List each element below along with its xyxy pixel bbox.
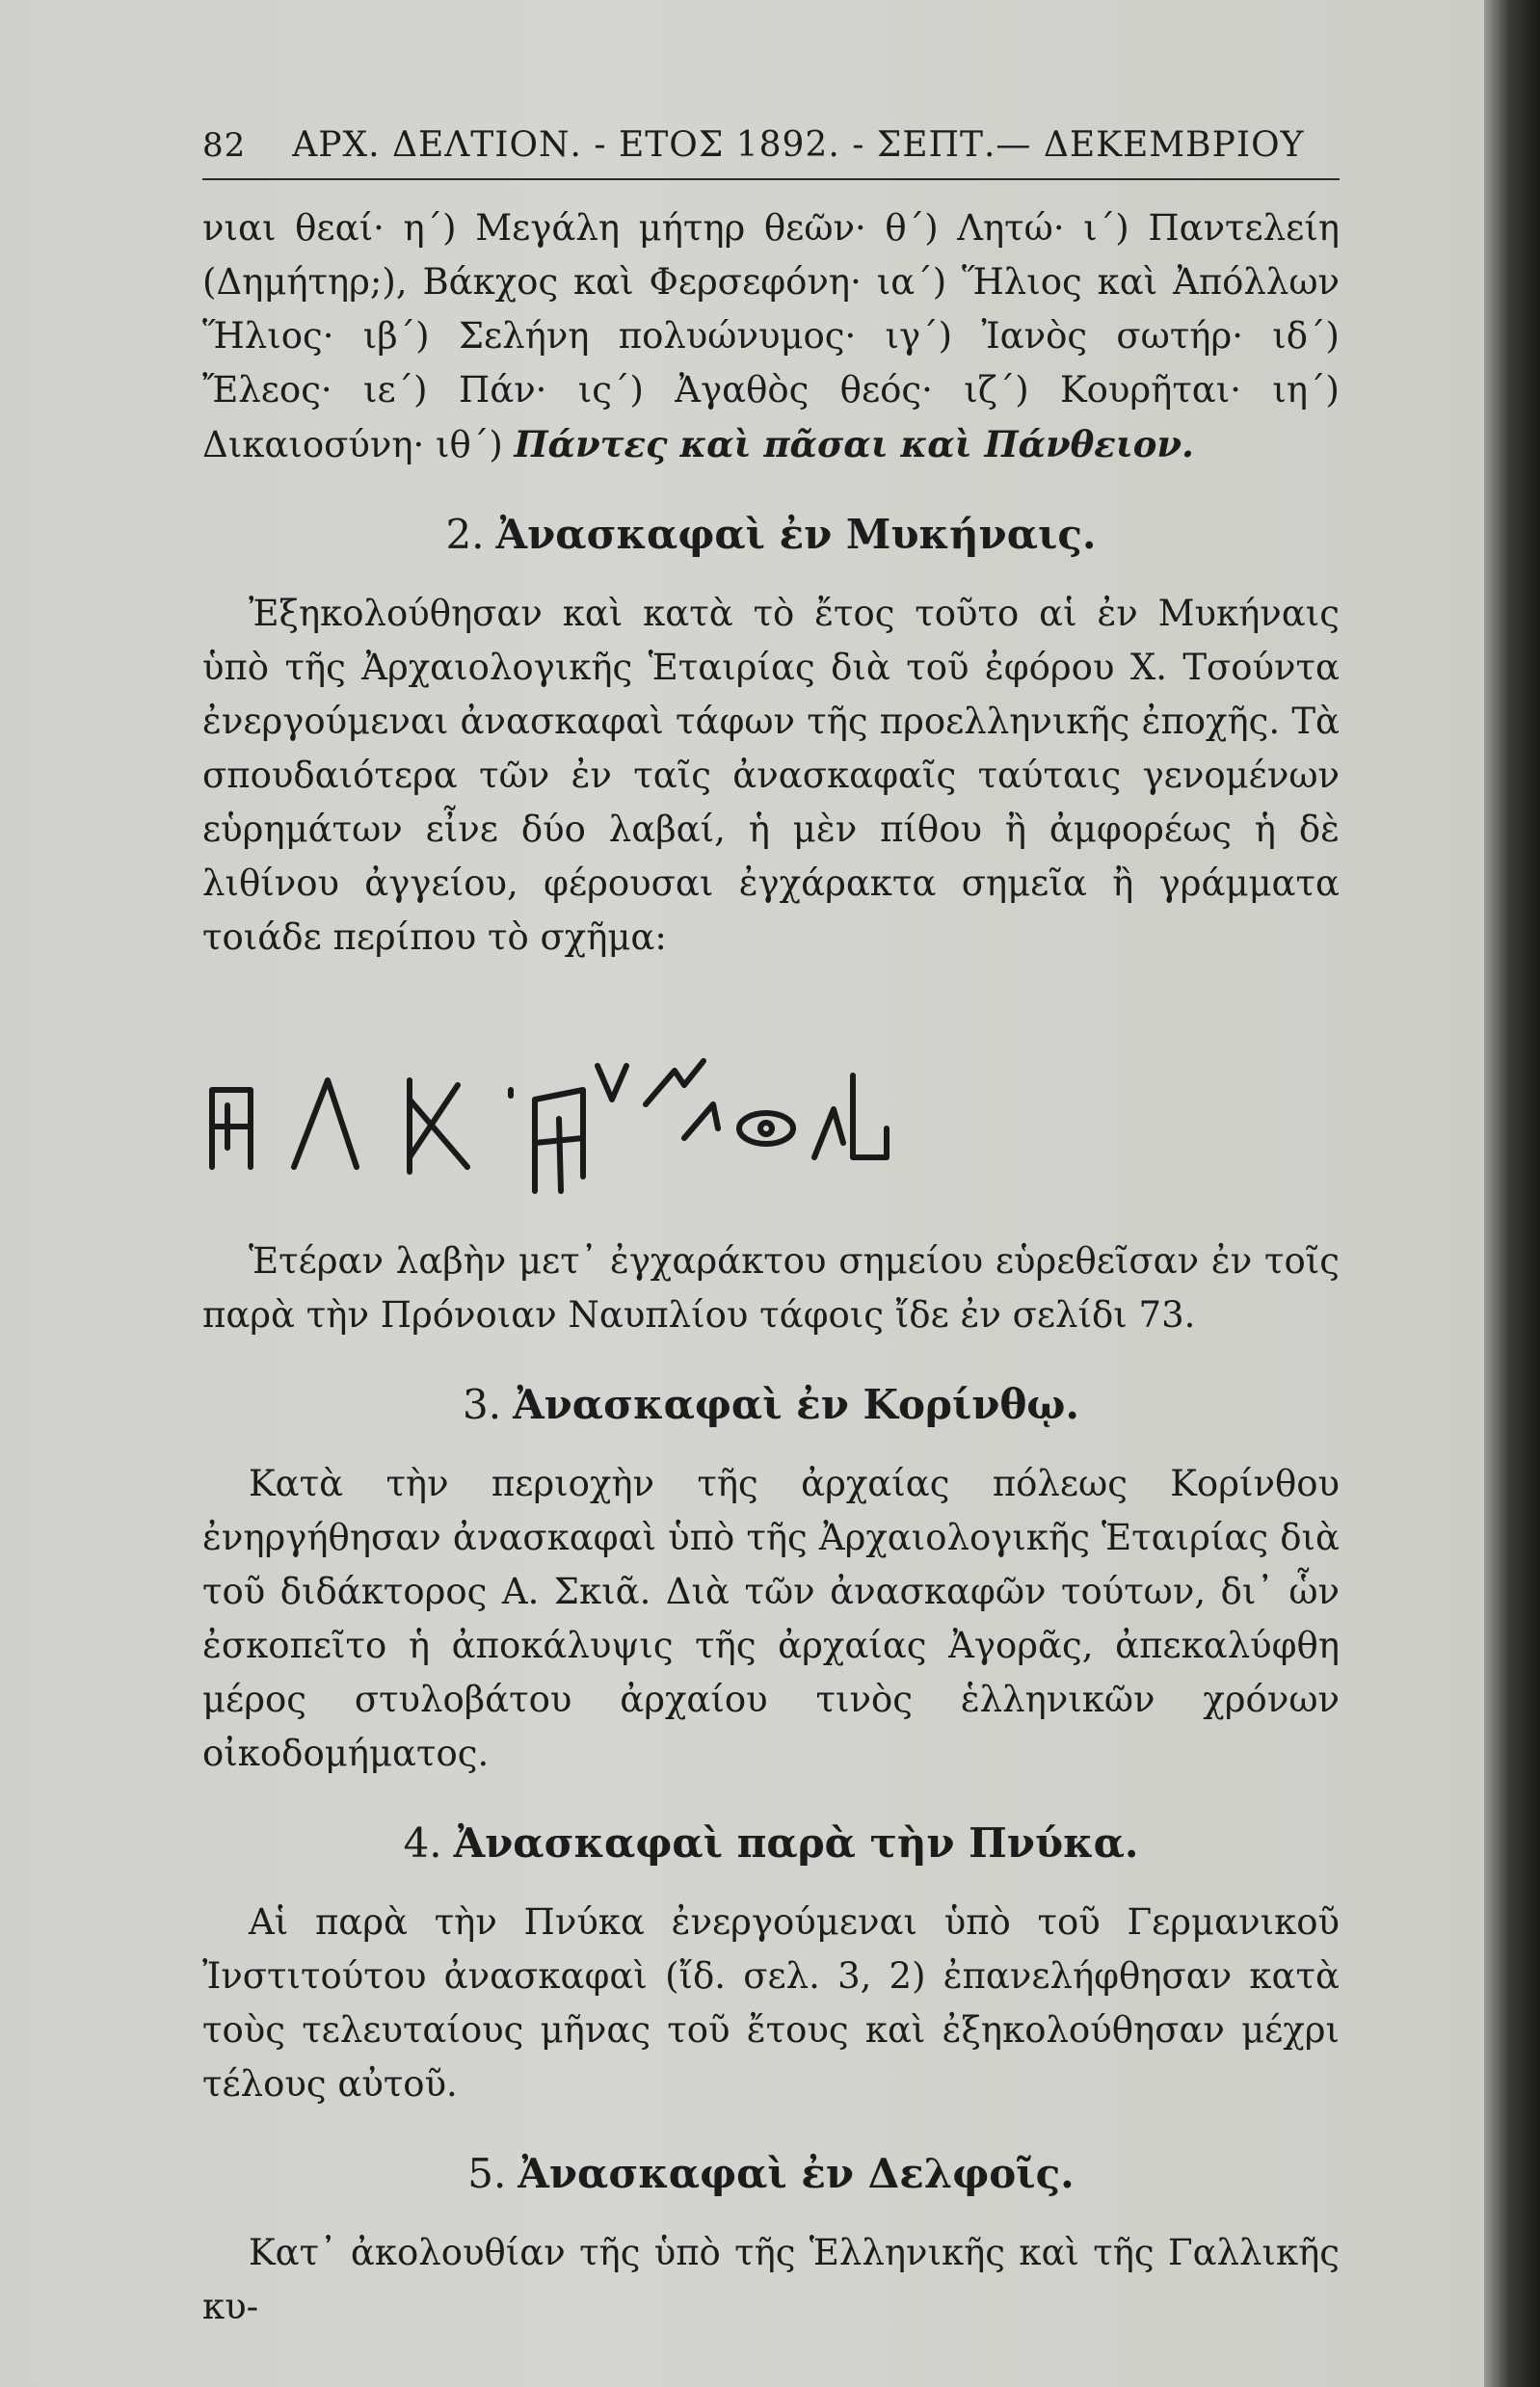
incised-signs-figure: [202, 1013, 1340, 1206]
running-head: [202, 125, 1340, 180]
section-number: 3.: [463, 1381, 502, 1428]
sign-x-bar: [410, 1080, 467, 1172]
section-4-paragraph: Αἱ παρὰ τὴν Πνύκα ἐνεργούμεναι ὑπὸ τοῦ Γερμανικοῦ Ἰνστιτούτου ἀνασκαφαὶ (ἴδ. σελ. 3, 2) ἐπανελήφθησαν κατὰ τοὺς τελευταίους μῆνας τοῦ ἔτους καὶ ἐξηκολούθησαν μέχρι τέλους αὐτοῦ.: [202, 1901, 1340, 2105]
section-number: 4.: [403, 1819, 442, 1867]
book-spine-shadow: [1484, 0, 1540, 2387]
section-2-paragraph: Ἐξηκολούθησαν καὶ κατὰ τὸ ἔτος τοῦτο αἱ ἐν Μυκήναις ὑπὸ τῆς Ἀρχαιολογικῆς Ἑταιρίας διὰ τοῦ ἐφόρου Χ. Τσούντα ἐνεργούμεναι ἀνασκαφαὶ τάφων τῆς προελληνικῆς ἐποχῆς. Τὰ σπουδαιότερα τῶν ἐν ταῖς ἀνασκαφαῖς ταύταις γενομένων εὑρημάτων εἶνε δύο λαβαί, ἡ μὲν πίθου ἢ ἀμφορέως ἡ δὲ λιθίνου ἀγγείου, φέρουσαι ἐγχάρακτα σημεῖα ἢ γράμματα τοιάδε περίπου τὸ σχῆμα:: [202, 593, 1340, 958]
sign-house: [535, 1090, 583, 1191]
incised-signs-svg: [202, 1013, 1340, 1206]
intro-paragraph: [202, 201, 1340, 472]
section-2-after-figure: Ἑτέραν λαβὴν μετ᾽ ἐγχαράκτου σημείου εὑρεθεῖσαν ἐν τοῖς παρὰ τὴν Πρόνοιαν Ναυπλίου τάφοις ἴδε ἐν σελίδι 73.: [202, 1240, 1340, 1336]
section-heading-3: [202, 1381, 1340, 1428]
intro-emphasis: Πάντες καὶ πᾶσαι καὶ Πάνθειον.: [514, 423, 1194, 465]
sign-boxed-h: [212, 1090, 251, 1167]
intro-text: νιαι θεαί· η΄) Μεγάλη μήτηρ θεῶν· θ΄) Λητώ· ι΄) Παντελείη (Δημήτηρ;), Βάκχος καὶ Φερσεφόνη· ια΄) Ἥλιος καὶ Ἀπόλλων Ἥλιος· ιβ΄) Σελήνη πολυώνυμος· ιγ΄) Ἰανὸς σωτήρ· ιδ΄) Ἔλεος· ιε΄) Πάν· ις΄) Ἀγαθὸς θεός· ιζ΄) Κουρῆται· ιη΄) Δικαιοσύνη· ιθ΄): [202, 207, 1340, 465]
page-number: 82: [202, 126, 247, 165]
sign-wave: [646, 1061, 718, 1138]
section-title: Ἀνασκαφαὶ παρὰ τὴν Πνύκα.: [453, 1819, 1139, 1867]
section-5-paragraph: Κατ᾽ ἀκολουθίαν τῆς ὑπὸ τῆς Ἑλληνικῆς καὶ τῆς Γαλλικῆς κυ-: [202, 2232, 1340, 2327]
sign-v: [597, 1066, 626, 1100]
section-number: 2.: [445, 511, 485, 558]
section-title: Ἀνασκαφαὶ ἐν Μυκήναις.: [495, 511, 1097, 558]
page-content: [202, 125, 1340, 2334]
section-number: 5.: [467, 2150, 507, 2197]
sign-eye: [739, 1113, 793, 1144]
section-title: Ἀνασκαφαὶ ἐν Κορίνθῳ.: [513, 1381, 1079, 1428]
sign-k-hook: [814, 1075, 887, 1157]
section-heading-4: [202, 1819, 1340, 1867]
running-title: ΑΡΧ. ΔΕΛΤΙΟΝ. - ΕΤΟΣ 1892. - ΣΕΠΤ.— ΔΕΚΕΜΒΡΙΟΥ: [292, 125, 1305, 165]
section-3-paragraph: Κατὰ τὴν περιοχὴν τῆς ἀρχαίας πόλεως Κορίνθου ἐνηργήθησαν ἀνασκαφαὶ ὑπὸ τῆς Ἀρχαιολογικῆς Ἑταιρίας διὰ τοῦ διδάκτορος Α. Σκιᾶ. Διὰ τῶν ἀνασκαφῶν τούτων, δι᾽ ὧν ἐσκοπεῖτο ἡ ἀποκάλυψις τῆς ἀρχαίας Ἀγορᾶς, ἀπεκαλύφθη μέρος στυλοβάτου ἀρχαίου τινὸς ἑλληνικῶν χρόνων οἰκοδομήματος.: [202, 1463, 1340, 1774]
section-title: Ἀνασκαφαὶ ἐν Δελφοῖς.: [518, 2150, 1075, 2197]
section-heading-5: [202, 2150, 1340, 2197]
section-heading-2: [202, 511, 1340, 558]
sign-lambda: [294, 1080, 357, 1167]
